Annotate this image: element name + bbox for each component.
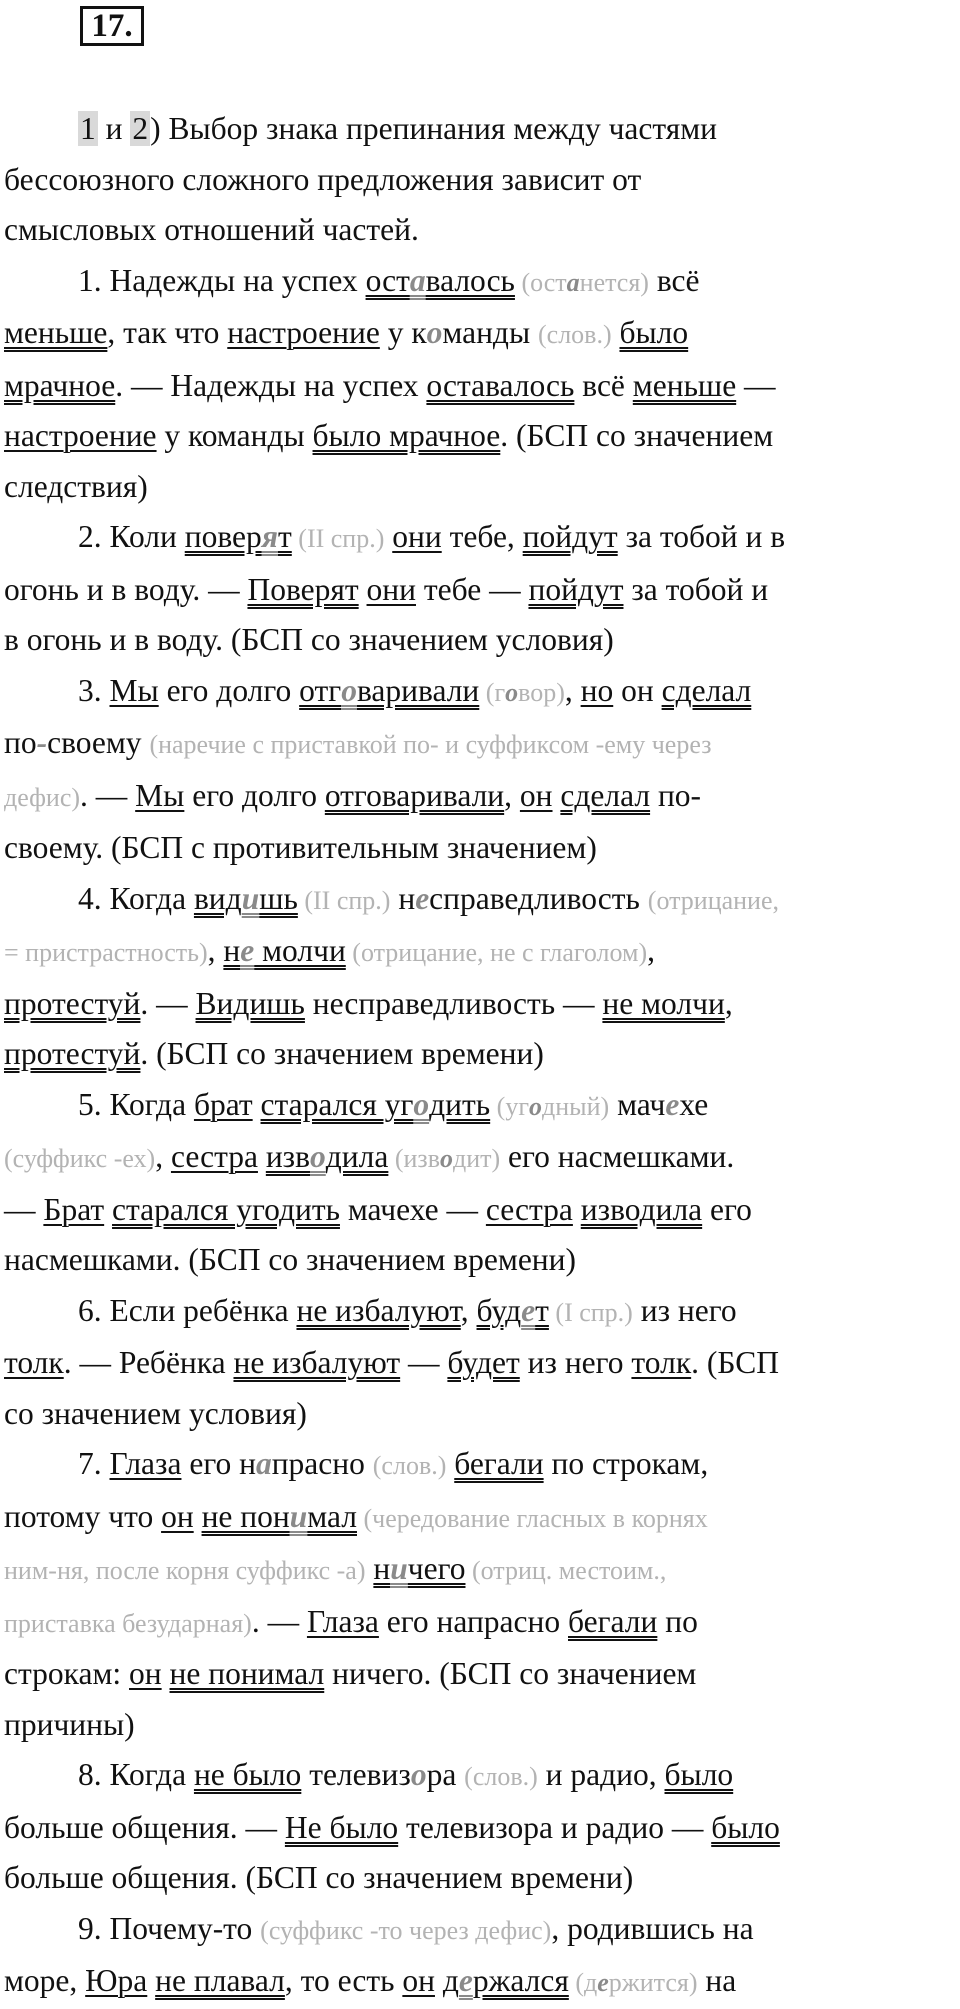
- text-fragment: не молчи: [602, 985, 725, 1021]
- text-fragment: из него: [632, 1292, 737, 1328]
- text-fragment: н: [390, 880, 416, 916]
- paragraph-7: [4, 1439, 954, 1750]
- text-fragment: молчи: [254, 933, 346, 968]
- text-line: [4, 572, 768, 607]
- text-line: [4, 315, 688, 350]
- text-fragment: мачехе —: [339, 1191, 486, 1227]
- text-fragment: отговаривали: [324, 777, 505, 813]
- text-fragment: повер: [184, 519, 262, 554]
- text-fragment: а: [255, 1446, 272, 1481]
- text-fragment: [573, 1192, 581, 1227]
- text-fragment: о: [310, 1139, 326, 1174]
- text-fragment: Поверят: [247, 571, 359, 607]
- text-line: [4, 212, 419, 247]
- text-fragment: 1: [80, 111, 96, 146]
- grammar-note: вор): [518, 677, 565, 707]
- text-line: [78, 1446, 708, 1481]
- text-fragment: они: [392, 519, 442, 554]
- text-fragment: [147, 1963, 155, 1998]
- grammar-note: е: [597, 1968, 609, 1997]
- text-fragment: в огонь и в воду. (БСП со значением условия): [4, 622, 614, 657]
- text-fragment: но: [580, 672, 614, 708]
- text-fragment: море,: [4, 1963, 86, 1998]
- text-fragment: они: [366, 571, 416, 607]
- text-fragment: по: [4, 725, 37, 760]
- text-fragment: больше общения. —: [4, 1809, 285, 1845]
- grammar-note: (отриц. местоим.,: [465, 1556, 667, 1585]
- text-fragment: ,: [155, 1139, 171, 1174]
- paragraph-4: [4, 874, 954, 1080]
- text-fragment: бегали: [568, 1603, 658, 1639]
- paragraph-2: [4, 512, 954, 666]
- text-fragment: прасно: [271, 1446, 373, 1481]
- grammar-note: = пристрастность): [4, 938, 208, 967]
- text-fragment: по: [657, 1603, 698, 1639]
- text-fragment: старался уг: [260, 1086, 414, 1122]
- text-fragment: причины): [4, 1706, 135, 1742]
- text-fragment: . — Надежды на успех: [115, 367, 427, 403]
- grammar-note: о: [505, 677, 519, 707]
- text-line: [78, 263, 699, 298]
- text-fragment: —: [400, 1345, 448, 1380]
- text-fragment: о: [410, 1757, 427, 1792]
- text-line: [4, 725, 711, 760]
- text-fragment: своему. (БСП с противительным значением): [4, 830, 597, 865]
- text-line: [4, 933, 655, 968]
- text-fragment: ра: [426, 1757, 465, 1792]
- text-fragment: на: [697, 1963, 737, 1998]
- grammar-note: ржится): [608, 1968, 698, 1997]
- grammar-note: (г: [479, 677, 506, 707]
- text-fragment: ,: [724, 985, 733, 1021]
- text-fragment: не понимал: [169, 1656, 325, 1691]
- text-line: [4, 986, 733, 1021]
- text-fragment: 2: [132, 111, 149, 146]
- text-fragment: и: [390, 1551, 408, 1586]
- text-fragment: манды: [442, 315, 538, 350]
- text-fragment: строкам:: [4, 1656, 130, 1691]
- text-fragment: не было: [193, 1757, 302, 1792]
- text-fragment: 9. Почему-то: [78, 1910, 261, 1946]
- text-fragment: было: [619, 315, 689, 350]
- text-fragment: бессоюзного сложного предложения зависит от: [4, 161, 642, 197]
- text-line: [78, 1293, 737, 1328]
- text-fragment: меньше: [4, 315, 108, 350]
- grammar-note: дит): [452, 1144, 501, 1173]
- text-fragment: мач: [609, 1086, 666, 1122]
- text-fragment: 4. Когда: [78, 880, 194, 916]
- text-fragment: -: [36, 725, 48, 760]
- text-fragment: , родившись на: [551, 1910, 754, 1946]
- text-fragment: сделал: [560, 777, 651, 813]
- text-fragment: и: [241, 880, 260, 916]
- text-line: [4, 469, 148, 504]
- text-fragment: е: [458, 1963, 473, 1998]
- text-fragment: чего: [407, 1551, 466, 1586]
- text-fragment: его: [702, 1191, 752, 1227]
- text-fragment: из него: [519, 1345, 632, 1380]
- grammar-note: (д: [568, 1968, 598, 1997]
- text-line: [4, 1963, 736, 1998]
- text-fragment: было: [664, 1757, 734, 1792]
- text-line: [78, 673, 751, 708]
- text-fragment: о: [413, 1086, 430, 1122]
- text-fragment: ничего. (БСП со значением: [324, 1656, 697, 1691]
- text-fragment: не избалуют: [296, 1292, 461, 1328]
- text-fragment: е: [665, 1086, 680, 1122]
- grammar-note: (отрицание,: [647, 885, 780, 915]
- text-fragment: мал: [307, 1498, 357, 1534]
- text-line: [4, 1551, 666, 1586]
- text-fragment: у команды: [156, 418, 313, 453]
- text-fragment: . — Ребёнка: [63, 1345, 234, 1380]
- text-fragment: 3.: [78, 672, 110, 708]
- text-fragment: сестра: [170, 1139, 258, 1174]
- text-fragment: сделал: [661, 672, 752, 708]
- text-fragment: а: [409, 262, 426, 298]
- text-line: [4, 1192, 752, 1227]
- paragraph-1: [4, 256, 954, 513]
- text-fragment: телевиз: [301, 1757, 411, 1792]
- text-fragment: не избалуют: [233, 1345, 401, 1380]
- text-fragment: его н: [181, 1446, 256, 1481]
- text-fragment: больше общения. (БСП со значением времени): [4, 1860, 634, 1895]
- text-line: [78, 1911, 754, 1946]
- text-fragment: , так что: [107, 315, 228, 350]
- text-fragment: . —: [80, 777, 136, 813]
- text-fragment: толк: [4, 1345, 64, 1380]
- grammar-note: (слов.): [372, 1451, 447, 1480]
- text-fragment: варивали: [356, 672, 480, 708]
- text-fragment: пойдут: [522, 519, 618, 554]
- text-line: [4, 162, 641, 197]
- text-line: [4, 1345, 779, 1380]
- text-fragment: . —: [140, 985, 196, 1021]
- grammar-note: (II спр.): [291, 524, 385, 553]
- text-line: [4, 1810, 780, 1845]
- text-fragment: было: [711, 1809, 780, 1845]
- grammar-note: (слов.): [538, 320, 612, 349]
- text-fragment: ржался: [472, 1963, 569, 1998]
- text-line: [78, 881, 779, 916]
- text-line: [4, 368, 776, 403]
- text-fragment: е: [521, 1292, 536, 1328]
- text-line: [4, 830, 597, 865]
- text-fragment: [104, 1192, 112, 1227]
- text-fragment: 1. Надежды на успех: [78, 262, 366, 298]
- text-fragment: он: [613, 672, 662, 708]
- text-fragment: о: [341, 672, 357, 708]
- text-fragment: [435, 1963, 443, 1998]
- paragraph-6: [4, 1286, 954, 1440]
- text-fragment: своему: [47, 725, 150, 760]
- text-fragment: толк: [631, 1345, 692, 1380]
- text-fragment: настроение: [227, 315, 380, 350]
- text-fragment: насмешками. (БСП со значением времени): [4, 1242, 577, 1277]
- grammar-note: (наречие с приставкой по- и суффиксом -ему через: [149, 730, 712, 759]
- text-fragment: мрачное: [4, 367, 116, 403]
- text-fragment: старался угодить: [112, 1191, 340, 1227]
- text-fragment: [359, 572, 367, 607]
- text-fragment: несправедливость —: [304, 985, 603, 1021]
- grammar-note: а: [566, 267, 580, 297]
- text-fragment: . (БСП со значением: [500, 418, 774, 453]
- text-line: [4, 1604, 698, 1639]
- text-fragment: ,: [207, 933, 224, 968]
- text-fragment: у к: [379, 315, 427, 350]
- text-fragment: его насмешками.: [500, 1139, 735, 1174]
- grammar-note: нется): [579, 267, 649, 297]
- text-fragment: Мы: [109, 672, 159, 708]
- text-line: [4, 1656, 696, 1691]
- text-fragment: настроение: [4, 418, 157, 453]
- text-fragment: не пон: [201, 1498, 290, 1534]
- text-fragment: 2. Коли: [78, 519, 185, 554]
- text-fragment: его долго: [184, 777, 325, 813]
- text-fragment: тебе —: [416, 571, 529, 607]
- text-fragment: шь: [259, 880, 298, 916]
- paragraph-8: [4, 1750, 954, 1904]
- text-fragment: , то есть: [284, 1963, 403, 1998]
- text-fragment: дила: [325, 1139, 389, 1174]
- paragraph-intro: [4, 104, 954, 256]
- text-line: [4, 1139, 734, 1174]
- text-fragment: д: [442, 1963, 459, 1998]
- text-fragment: за тобой и: [623, 571, 769, 607]
- paragraph-5: [4, 1080, 954, 1286]
- text-fragment: за тобой и в: [617, 519, 786, 554]
- grammar-note: (II спр.): [297, 885, 391, 915]
- text-fragment: он: [402, 1963, 435, 1998]
- grammar-note: (ост: [514, 267, 567, 297]
- text-fragment: по-: [650, 777, 702, 813]
- text-line: [4, 418, 773, 453]
- text-fragment: . —: [251, 1603, 307, 1639]
- text-fragment: протестуй: [4, 1036, 141, 1071]
- grammar-note: дефис): [4, 782, 81, 812]
- text-fragment: огонь и в воду. —: [4, 571, 248, 607]
- text-line: [78, 519, 785, 554]
- text-fragment: о: [426, 315, 443, 350]
- text-fragment: дить: [429, 1086, 491, 1122]
- text-fragment: Мы: [135, 777, 185, 813]
- text-fragment: [162, 1656, 170, 1691]
- paragraph-3: [4, 666, 954, 874]
- grammar-note: о: [529, 1091, 542, 1121]
- grammar-note: (отрицание, не с глаголом): [345, 938, 648, 967]
- text-fragment: Брат: [43, 1191, 105, 1227]
- text-fragment: тебе,: [441, 519, 523, 554]
- grammar-note: дный): [542, 1091, 610, 1121]
- text-line: [4, 1499, 708, 1534]
- grammar-note: о: [439, 1144, 453, 1173]
- grammar-note: ним-ня, после корня суффикс -а): [4, 1556, 366, 1585]
- text-fragment: ,: [564, 672, 581, 708]
- text-fragment: . (БСП: [691, 1345, 780, 1380]
- text-fragment: следствия): [4, 468, 148, 504]
- text-fragment: всё: [648, 262, 700, 298]
- text-fragment: [258, 1139, 266, 1174]
- text-fragment: Глаза: [109, 1446, 182, 1481]
- text-fragment: смысловых отношений частей.: [4, 212, 419, 247]
- text-fragment: справедливость: [429, 880, 648, 916]
- text-fragment: ,: [460, 1292, 477, 1328]
- grammar-note: приставка безударная): [4, 1608, 252, 1638]
- text-fragment: валось: [425, 262, 515, 298]
- text-fragment: 5. Когда: [78, 1086, 194, 1122]
- grammar-note: (чередование гласных в корнях: [356, 1503, 708, 1533]
- text-fragment: изв: [265, 1139, 311, 1174]
- text-fragment: со значением условия): [4, 1395, 307, 1431]
- text-fragment: е: [415, 880, 430, 916]
- task-body: [4, 104, 954, 2009]
- text-fragment: пойдут: [528, 571, 624, 607]
- text-line: [4, 1242, 576, 1277]
- grammar-note: (слов.): [464, 1762, 538, 1791]
- text-line: [4, 778, 701, 813]
- text-line: [4, 1036, 544, 1071]
- text-fragment: всё: [574, 367, 633, 403]
- text-fragment: и: [289, 1498, 308, 1534]
- text-fragment: —: [736, 367, 776, 403]
- text-line: [78, 111, 717, 146]
- text-fragment: т: [278, 519, 292, 554]
- text-fragment: бегали: [454, 1446, 544, 1481]
- text-fragment: 7.: [78, 1446, 110, 1481]
- text-fragment: н: [223, 933, 241, 968]
- text-fragment: ,: [647, 933, 656, 968]
- text-fragment: его долго: [158, 672, 300, 708]
- grammar-note: (суффикс -ех): [4, 1144, 156, 1173]
- text-fragment: потому что: [4, 1498, 162, 1534]
- text-fragment: 6. Если ребёнка: [78, 1292, 297, 1328]
- text-line: [4, 1860, 633, 1895]
- text-fragment: было мрачное: [312, 418, 501, 453]
- text-fragment: телевизора и радио —: [398, 1809, 712, 1845]
- text-fragment: Не было: [284, 1809, 399, 1845]
- text-line: [4, 1396, 307, 1431]
- text-fragment: Глаза: [306, 1603, 379, 1639]
- grammar-note: (изв: [388, 1144, 440, 1173]
- paragraph-9: [4, 1904, 954, 2009]
- text-fragment: н: [373, 1551, 391, 1586]
- text-fragment: я: [261, 519, 278, 554]
- grammar-note: (суффикс -то через дефис): [260, 1915, 552, 1945]
- task-number: 17.: [80, 6, 144, 46]
- text-fragment: —: [4, 1191, 44, 1227]
- text-fragment: ) Выбор знака препинания между частями: [150, 111, 718, 146]
- text-fragment: его напрасно: [378, 1603, 568, 1639]
- text-fragment: оставалось: [426, 367, 575, 403]
- text-fragment: [253, 1087, 261, 1122]
- text-fragment: . (БСП со значением времени): [140, 1036, 544, 1071]
- text-fragment: меньше: [632, 367, 737, 403]
- text-line: [4, 622, 614, 657]
- text-fragment: брат: [193, 1086, 253, 1122]
- text-line: [4, 1707, 135, 1742]
- text-fragment: Юра: [85, 1963, 148, 1998]
- text-fragment: сестра: [485, 1191, 573, 1227]
- text-fragment: он: [161, 1498, 194, 1534]
- text-fragment: и радио,: [537, 1757, 665, 1792]
- text-fragment: 8. Когда: [78, 1757, 194, 1792]
- text-fragment: е: [240, 933, 255, 968]
- text-fragment: будет: [447, 1345, 520, 1380]
- text-fragment: Видишь: [195, 985, 305, 1021]
- grammar-note: (уг: [490, 1091, 529, 1121]
- text-fragment: отг: [299, 672, 342, 708]
- text-fragment: ост: [365, 262, 410, 298]
- text-line: [78, 1087, 708, 1122]
- text-fragment: хе: [679, 1086, 709, 1122]
- text-fragment: буд: [476, 1292, 522, 1328]
- text-line: [78, 1757, 733, 1792]
- text-fragment: изводила: [580, 1191, 703, 1227]
- text-fragment: [194, 1499, 202, 1534]
- text-fragment: т: [535, 1292, 549, 1328]
- text-fragment: ,: [504, 777, 520, 813]
- text-fragment: по строкам,: [543, 1446, 709, 1481]
- text-fragment: и: [97, 111, 131, 146]
- text-fragment: он: [129, 1656, 162, 1691]
- text-fragment: вид: [193, 880, 242, 916]
- text-fragment: протестуй: [4, 985, 141, 1021]
- text-fragment: не плавал: [155, 1963, 285, 1998]
- grammar-note: (I спр.): [548, 1297, 633, 1327]
- text-fragment: он: [519, 777, 553, 813]
